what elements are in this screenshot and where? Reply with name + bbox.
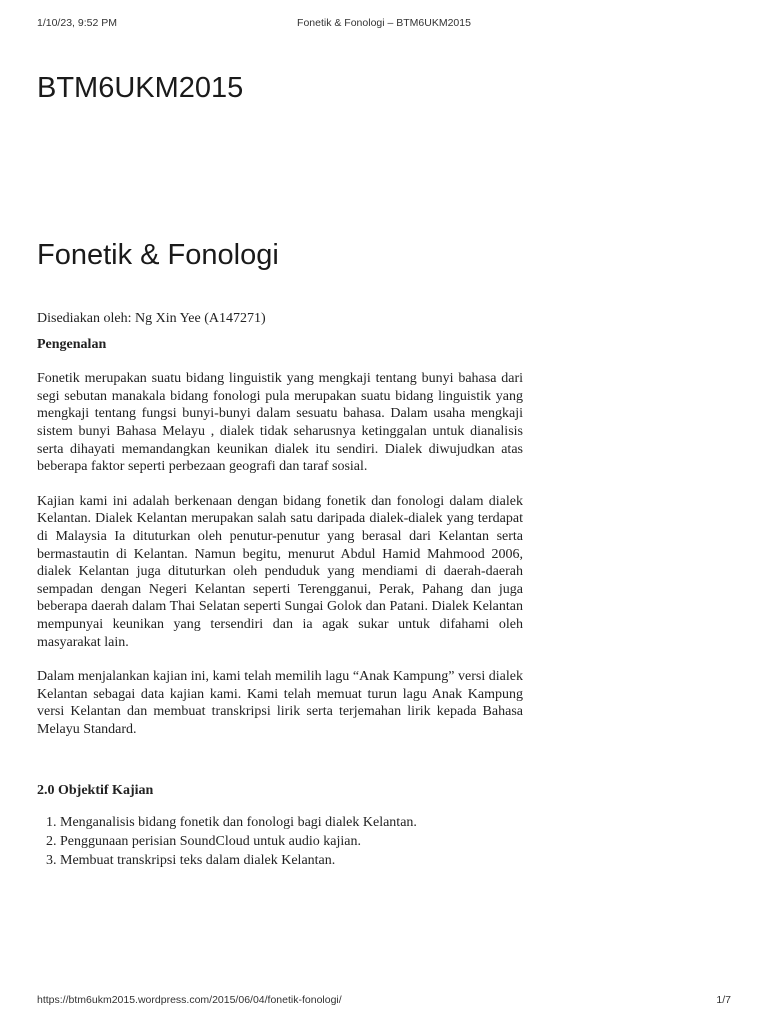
- print-datetime: 1/10/23, 9:52 PM: [37, 17, 117, 29]
- objectives-list: [37, 813, 523, 870]
- objective-item: 1. Menganalisis bidang fonetik dan fonologi bagi dialek Kelantan.: [60, 813, 523, 832]
- post-content: [37, 310, 523, 870]
- prepared-by: Disediakan oleh: Ng Xin Yee (A147271): [37, 311, 266, 326]
- page-indicator: 1/7: [716, 994, 731, 1006]
- site-title-link[interactable]: BTM6UKM2015: [37, 72, 244, 104]
- post-title: Fonetik & Fonologi: [37, 239, 279, 271]
- paragraph-study: Kajian kami ini adalah berkenaan dengan bidang fonetik dan fonologi dalam dialek Kelantan. Dialek Kelantan merupakan salah satu daripada dialek-dialek yang terdapat di Malaysia Ia dituturkan oleh penutur-penutur yang berasal dari Kelantan serta bermastautin di Kelantan. Namun begitu, menurut Abdul Hamid Mahmood 2006, dialek Kelantan juga dituturkan oleh penduduk yang mendiami di daerah-daerah sempadan dengan Negeri Kelantan seperti Terengganui, Perak, Pahang dan juga beberapa daerah dalam Thai Selatan seperti Sungai Golok dan Patani. Dialek Kelantan mempunyai keunikan yang tersendiri dan ia agak sukar untuk difahami oleh masyarakat lain.: [37, 493, 523, 650]
- print-url: https://btm6ukm2015.wordpress.com/2015/06/04/fonetik-fonologi/: [37, 994, 342, 1006]
- paragraph-intro: Fonetik merupakan suatu bidang linguistik yang mengkaji tentang bunyi bahasa dari segi sebutan manakala bidang fonologi pula merupakan suatu bidang linguistik yang mengkaji tentang fungsi bunyi-bunyi dalam sesuatu bahasa. Dalam usaha mengkaji sistem bunyi Bahasa Melayu , dialek tidak seharusnya ketinggalan untuk dianalisis serta dihayati memandangkan keunikan dialek itu sendiri. Dialek diwujudkan atas beberapa faktor seperti perbezaan geografi dan taraf sosial.: [37, 371, 523, 475]
- objectives-heading: 2.0 Objektif Kajian: [37, 783, 154, 799]
- objective-item: 2. Penggunaan perisian SoundCloud untuk audio kajian.: [60, 832, 523, 851]
- objective-item: 3. Membuat transkripsi teks dalam dialek Kelantan.: [60, 851, 523, 870]
- print-footer: [37, 994, 731, 1008]
- intro-heading: Pengenalan: [37, 336, 107, 352]
- print-page-title: Fonetik & Fonologi – BTM6UKM2015: [297, 17, 471, 29]
- paragraph-method: Dalam menjalankan kajian ini, kami telah memilih lagu “Anak Kampung” versi dialek Kelantan sebagai data kajian kami. Kami telah memuat turun lagu Anak Kampung versi Kelantan dan membuat transkripsi lirik serta terjemahan lirik kepada Bahasa Melayu Standard.: [37, 669, 523, 737]
- print-header: [37, 17, 731, 31]
